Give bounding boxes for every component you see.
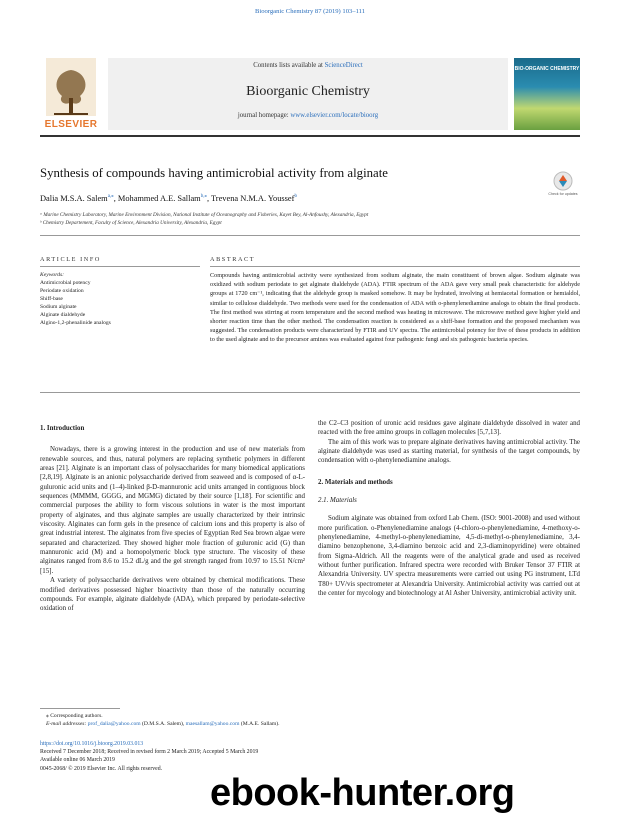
journal-cover-image[interactable] [514,58,580,130]
body-column-left [40,424,305,614]
keyword-item: Antimicrobial potency [40,280,91,286]
email-owner: (D.M.S.A. Salem), [140,721,186,727]
keyword-item: Shiff-base [40,296,63,302]
header-divider [40,135,580,137]
sciencedirect-link[interactable]: ScienceDirect [324,62,363,69]
author-affiliation-mark[interactable]: b,⁎ [200,194,207,199]
check-for-updates-icon [550,170,576,200]
affiliation-divider [40,235,580,236]
article-info-divider [40,266,200,267]
homepage-link[interactable]: www.elsevier.com/locate/bioorg [290,112,379,119]
keywords-list [40,271,200,327]
author-name[interactable]: Mohammed A.E. Sallam [117,193,201,203]
author-list: Dalia M.S.A. Salem$^{a,⁎}$, Mohammed A.E. Sallam$^{b,⁎}$, Trevena N.M.A. Youssef$^b$ [40,193,297,203]
email-link-sallam[interactable]: maesallam@yahoo.com [185,721,240,727]
copyright-line: 0045-2068/ © 2019 Elsevier Inc. All rights reserved. [40,765,163,772]
intro-continuation: the C2–C3 position of uronic acid residues gave alginate dialdehyde dissolved in water and reacted with the free amino groups in collagen molecules [5,7,13]. [318,420,580,437]
keyword-item: Sodium alginate [40,304,77,310]
email-label: E-mail addresses: [46,721,88,727]
received-dates: Received 7 December 2018; Received in revised form 2 March 2019; Accepted 5 March 2019 [40,749,259,756]
abstract-bottom-divider [40,392,580,393]
email-owner: (M.A.E. Sallam). [239,721,280,727]
abstract-heading: ABSTRACT [210,256,256,263]
watermark-text: ebook-hunter.org [210,772,515,814]
keyword-item: Algino-1,2-phenalinide analogs [40,320,111,326]
homepage-prefix: journal homepage: [237,112,291,119]
abstract-divider [210,266,580,267]
intro-paragraph-2: A variety of polysaccharide derivatives were obtained by chemical modifications. These modified derivatives possessed higher bioactivity than those of the naturally occurring compounds. For example, alginate dialdehyde (ADA), which prepared by periodate-selective oxidation of [40,577,305,613]
article-info-heading: ARTICLE INFO [40,256,101,263]
body-column-right [318,419,580,599]
footnote-divider [40,708,120,709]
materials-methods-heading: 2. Materials and methods [318,478,393,486]
contents-line [108,62,508,69]
affiliations [40,212,560,227]
article-title: Synthesis of compounds having antimicrobial activity from alginate [40,166,388,180]
journal-header [108,58,508,130]
author-name[interactable]: Dalia M.S.A. Salem [40,193,108,203]
author-name[interactable]: Trevena N.M.A. Youssef [210,193,295,203]
email-link-salem[interactable]: prof_dalia@yahoo.com [87,721,141,727]
materials-paragraph: Sodium alginate was obtained from oxford Lab Chem. (ISO: 9001-2008) and used without more purification. o-Phenylenediamine analogs (4-chloro-o-phenylenediamine, 4-methoxy-o-phenylenediamine, 4-methyl-o-phenylenediamine, 4,5-di-methyl-o-phenylenediamine, 3,4-diamino benzophenone, 3,4-diamino benzoic acid and 2,3-diaminopyridine) were obtained from Sigma-Aldrich. All the reagents were of the analytical grade and used as received without further purification. Infrared spectra were recorded with Bruker Tensor 37 FTIR at Alexandria University. UV spectra measurements were carried out using PG instrument, LTd T80+ UV/vis spectrometer at Alexandria University. Antimicrobial activity was carried out at the center for mycology and biotechnology at Al Asher University, antimicrobial activity unit. [318,515,580,598]
introduction-heading: 1. Introduction [40,425,85,432]
contents-prefix: Contents lists available at [253,62,325,69]
online-date: Available online 06 March 2019 [40,757,115,764]
publication-info [40,740,340,773]
elsevier-tree-icon [46,58,96,116]
homepage-line [108,112,508,119]
doi-link[interactable]: https://doi.org/10.1016/j.bioorg.2019.03.013 [40,741,144,747]
affiliation-a: ᵃ Marine Chemistry Laboratory, Marine Environment Division, National Institute of Oceanography and Fisheries, Kayet Bey, Al-Anfoushy, Alexandria, Egypt [40,212,369,218]
keyword-item: Alginate dialdehyde [40,312,86,318]
publisher-name: ELSEVIER [44,119,98,130]
aim-paragraph: The aim of this work was to prepare alginate derivatives having antimicrobial activity. The alginate dialdehyde was used as starting material, for synthesis of the target compounds, by condensation with o-phenylenediamine analogs. [318,438,580,465]
cover-title: BIO-ORGANIC CHEMISTRY [514,66,580,72]
footnote [40,712,340,728]
author-affiliation-mark[interactable]: b [294,194,297,199]
elsevier-logo[interactable] [40,58,102,130]
author-affiliation-mark[interactable]: a,⁎ [107,194,114,199]
materials-subheading: 2.1. Materials [318,497,357,505]
keywords-label: Keywords: [40,272,65,278]
keyword-item: Periodate oxidation [40,288,84,294]
abstract-text: Compounds having antimicrobial activity were synthesized from sodium alginate, the main constituent of brown algae. Sodium alginate was oxidized with sodium periodate to get alginate dialdehyde (ADA). FTIR spectrum of the ADA gave very small peak characteristic for aldehyde groups at 1720 cm⁻¹, indicating that the aldehyde group is masked somehow. It may be hydrated, involving at hemiacetal formation or hemialdol, similar to cellulose dialdehyde. Two methods were used for the condensation of ADA with o-phenylenediamine analogs to obtain the final products. The first method was stirring at room temperature and the second method was heating in microwave. The microwave method gave higher yield and shorter reaction time than the other method. The condensation reaction is considered as a shiff-base formation and the proposed mechanism was suggested. The condensation products were characterized by FTIR and UV spectra. The antimicrobial potency for five of these products in addition to the used alginate and to the precursor amines was evaluated against four pathogenic fungi and six pathogenic bacteria species. [210,272,580,344]
crossmark-badge[interactable] [550,170,576,200]
journal-reference[interactable]: Bioorganic Chemistry 87 (2019) 103–111 [254,8,365,15]
affiliation-b: ᵇ Chemistry Departement, Faculty of Science, Alexandria University, Alexandria, Egypt [40,219,222,226]
journal-title: Bioorganic Chemistry [246,84,370,99]
intro-paragraph-1: Nowadays, there is a growing interest in the production and use of new materials from renewable sources, and thus, natural polymers are replacing synthetic polymers in different areas [21]. Alginate is an important class of polysaccharides for many biomedical applications [2,8,19]. Alginate is an anionic polysaccharide derived from seaweed and is composed of α-L-guluronic acid units and (1–4)-linked β-D-mannuronic acid units arranged in contiguous block sequences (MMMM, GGGG, and MGMG) dictated by their source [1,18]. For scientific and commercial purposes the ability to form viscous solutions in water is the most important property of alginates, and thus alginate samples are usually characterized by their intrinsic viscosity. Alginates can form gels in the presence of calcium ions and this property is also of great industrial interest. The alginates from five species of Egyptian Red Sea brown algae were separated and characterized. They showed higher mole fraction of guluronic acid (G) than mannuronic acid (M) and a homopolymeric block type structure. The viscosity of these alginates ranged from 8.6 to 15.2 dL/g and the gel strength ranged from 10.97 to 15.51 N/cm² [15]. [40,446,305,575]
corresponding-note: ⁎ Corresponding authors. [46,713,103,719]
email-line [40,720,340,728]
crossmark-label: Check for updates [548,192,578,196]
